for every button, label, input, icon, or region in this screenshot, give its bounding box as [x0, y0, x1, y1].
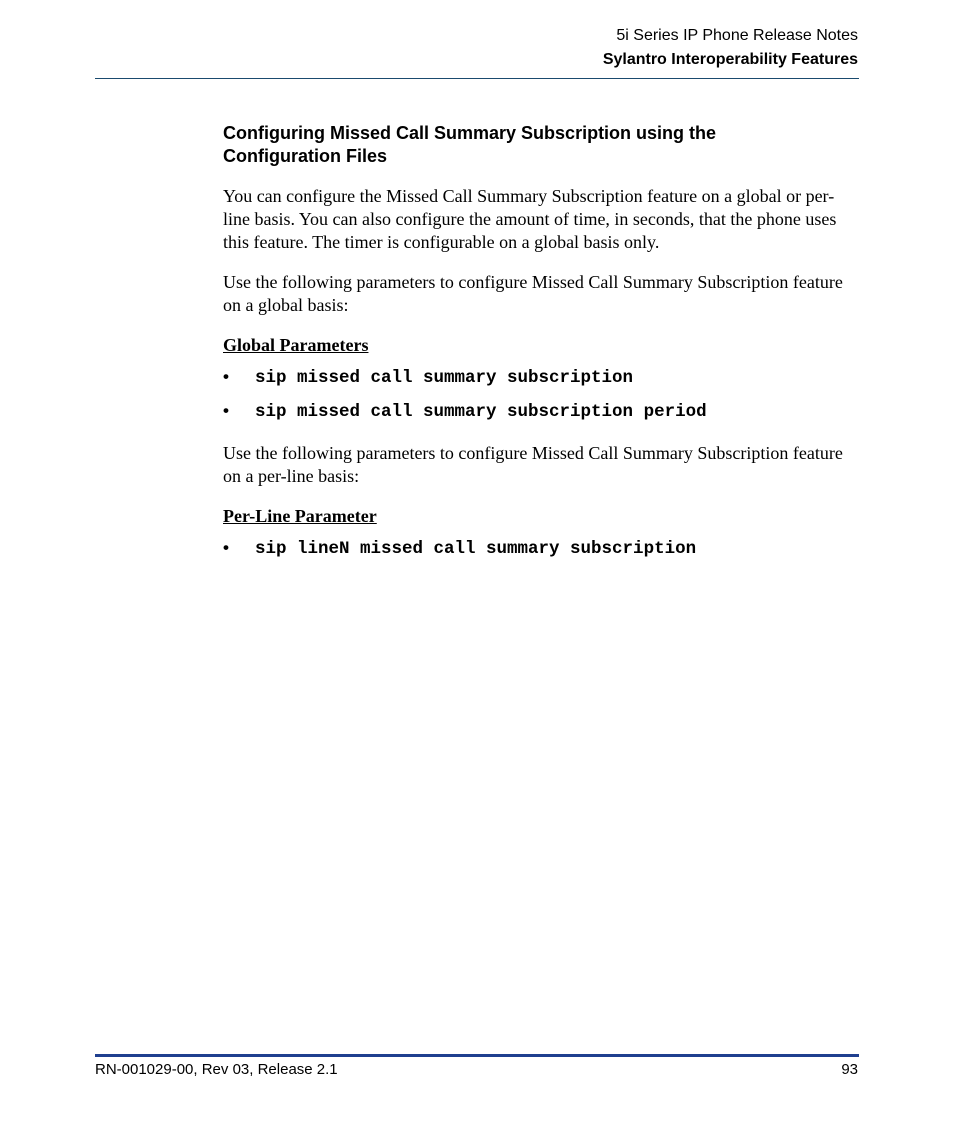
page-content — [223, 122, 863, 579]
per-line-basis-paragraph: Use the following parameters to configure Missed Call Summary Subscription feature on a per-line basis: — [223, 443, 843, 486]
list-item — [223, 538, 863, 566]
section-heading: Configuring Missed Call Summary Subscription using the Configuration Files — [223, 123, 717, 166]
section-title: Sylantro Interoperability Features — [602, 51, 858, 68]
per-line-parameter-heading: Per-Line Parameter — [223, 506, 377, 526]
list-item — [223, 367, 863, 401]
parameter-name: sip lineN missed call summary subscription — [255, 539, 697, 559]
document-id: RN-001029-00, Rev 03, Release 2.1 — [95, 1061, 338, 1078]
document-title: 5i Series IP Phone Release Notes — [616, 27, 858, 44]
intro-paragraph: You can configure the Missed Call Summary Subscription feature on a global or per-line basis. You can also configure the amount of time, in seconds, that the phone uses this feature. The timer is configurable on a global basis only. — [223, 186, 837, 252]
global-basis-paragraph: Use the following parameters to configure Missed Call Summary Subscription feature on a global basis: — [223, 272, 843, 315]
bullet-icon: • — [223, 401, 229, 420]
page-number: 93 — [841, 1061, 858, 1078]
per-line-parameters-list — [223, 538, 863, 566]
global-parameters-heading: Global Parameters — [223, 335, 369, 355]
list-item — [223, 401, 863, 429]
parameter-name: sip missed call summary subscription — [255, 368, 634, 388]
global-parameters-list — [223, 367, 863, 429]
bullet-icon: • — [223, 367, 229, 386]
header-divider — [95, 78, 859, 79]
footer-divider — [95, 1054, 859, 1057]
parameter-name: sip missed call summary subscription period — [255, 402, 707, 422]
bullet-icon: • — [223, 538, 229, 557]
